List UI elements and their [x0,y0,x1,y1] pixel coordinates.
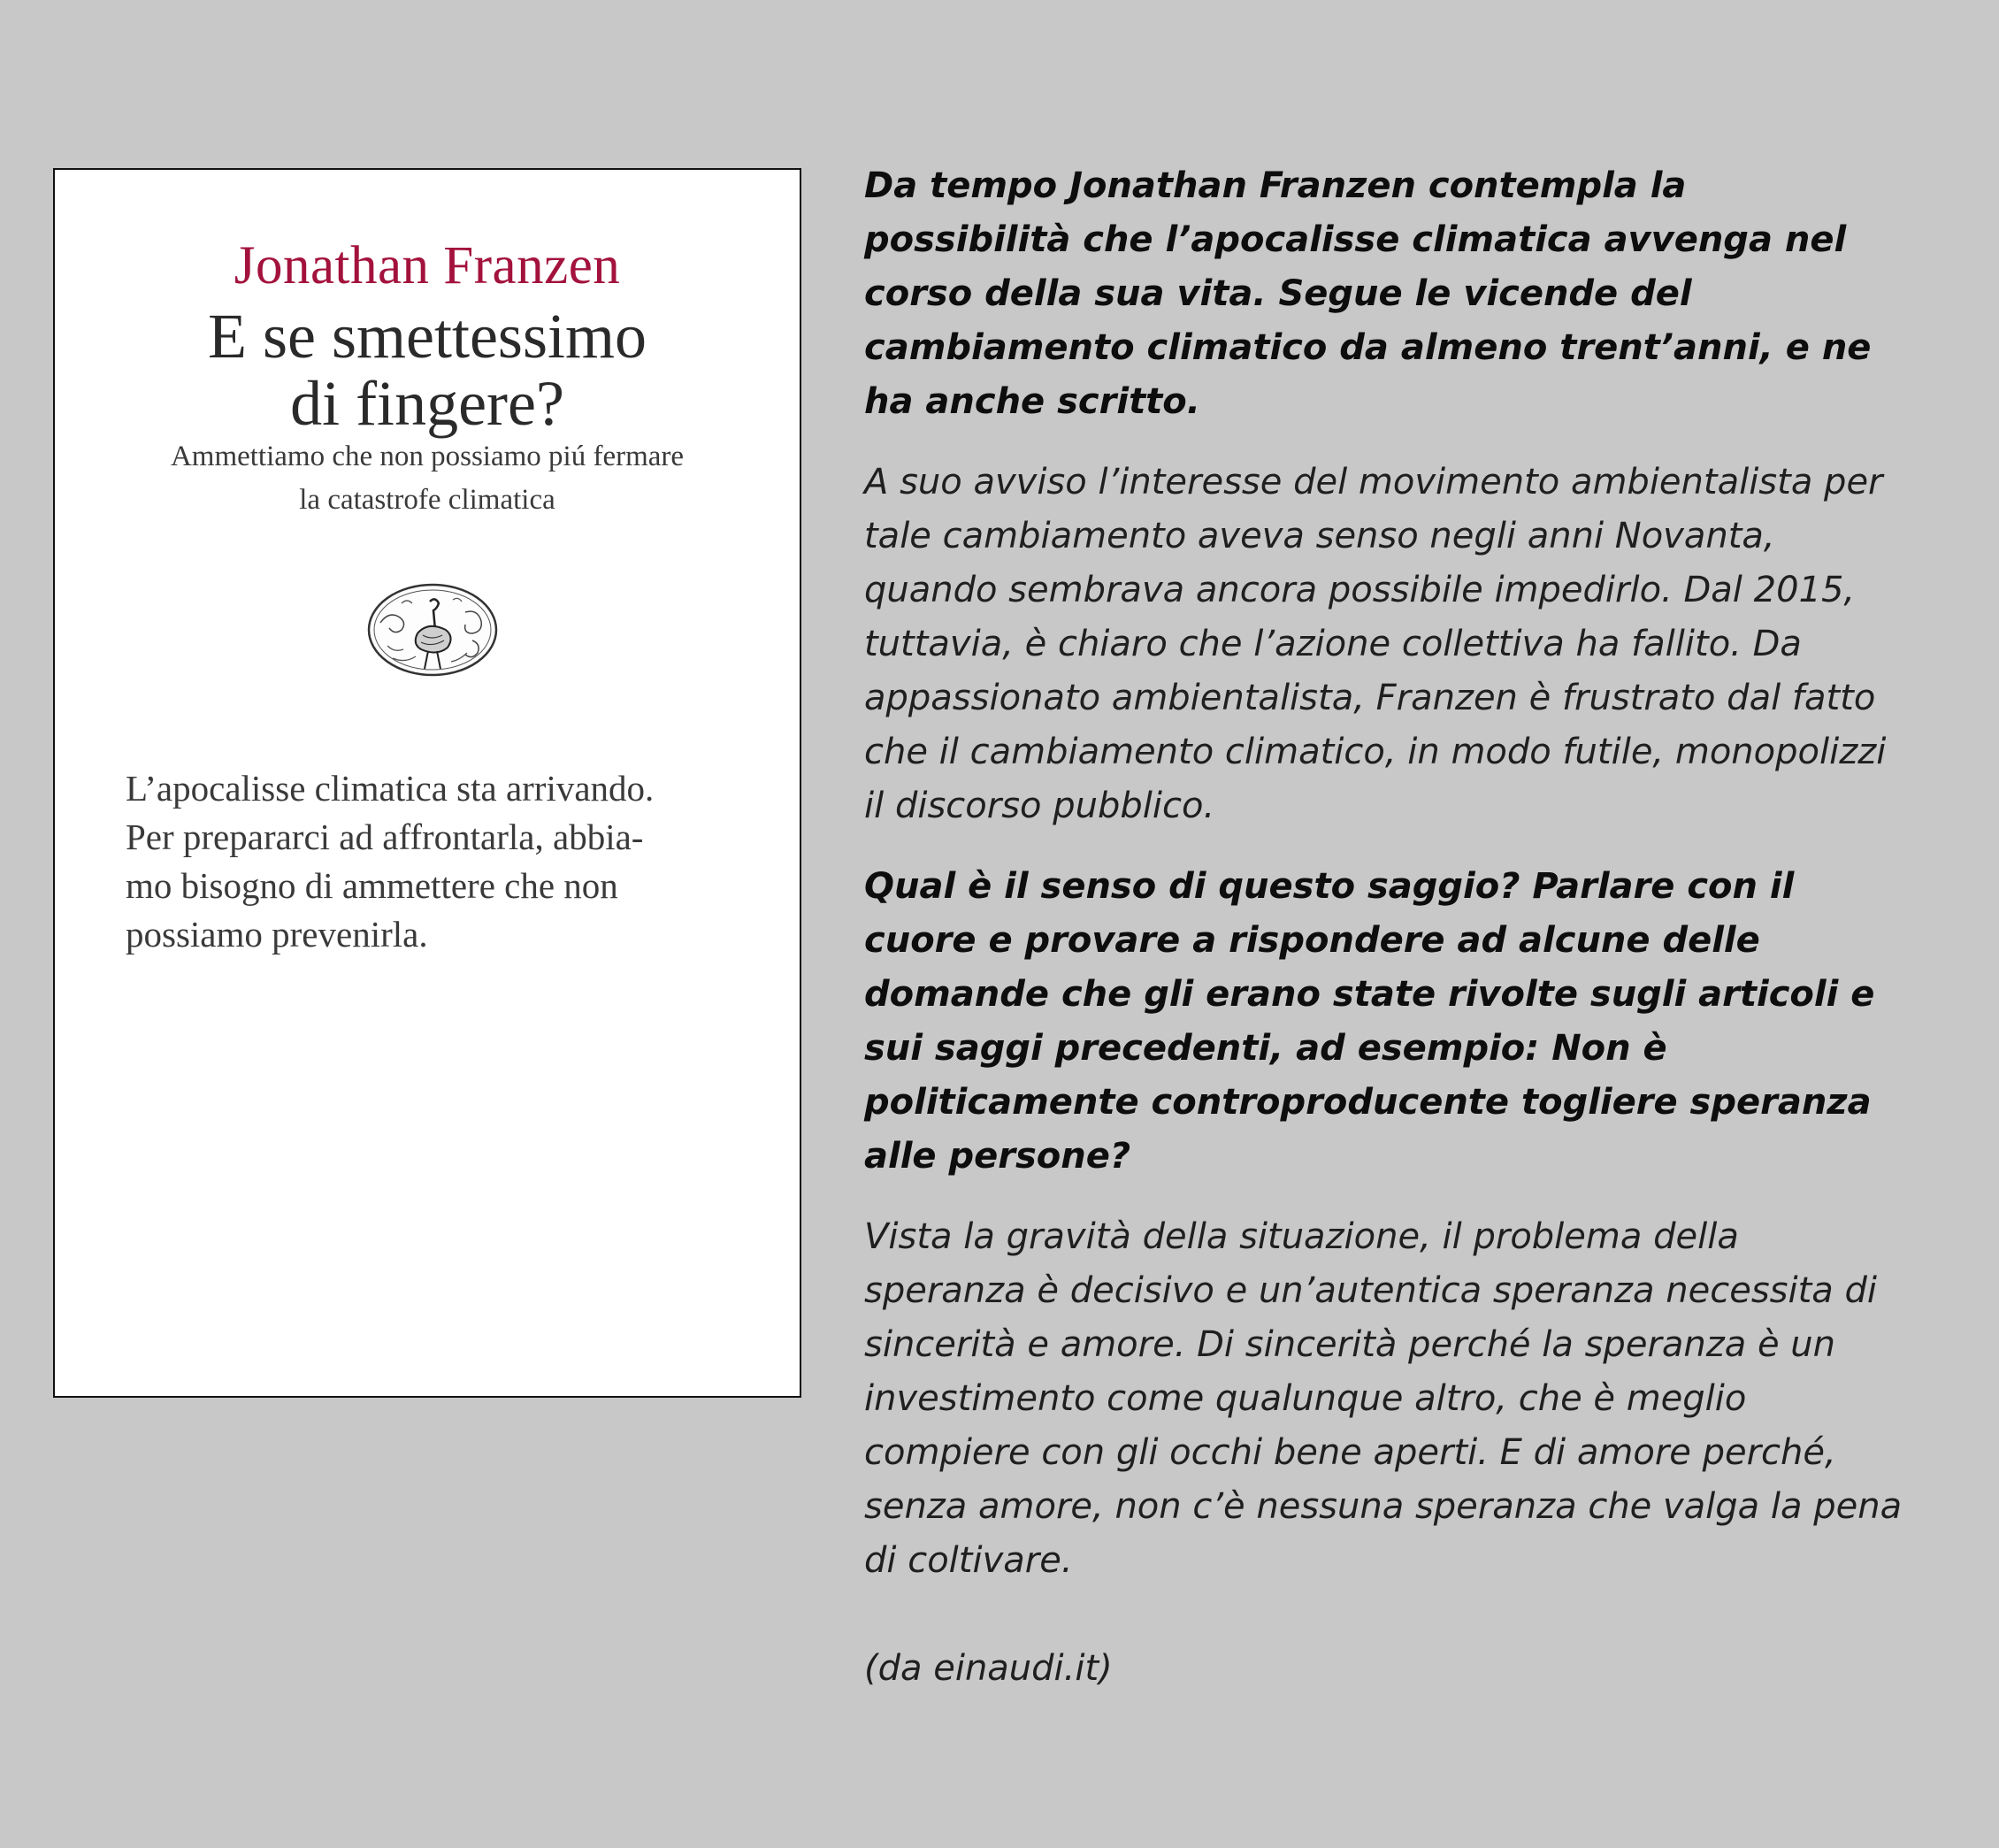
cover-blurb-line: L’apocalisse climatica sta arrivando. [126,768,655,809]
cover-blurb [126,764,762,959]
source-credit [864,1642,1979,1696]
text-line: alle persone? [864,1136,1131,1177]
description-paragraph-intro [864,159,1979,429]
cover-title-line: E se smettessimo [208,301,647,372]
cover-blurb-line: possiamo prevenirla. [126,914,428,955]
text-line: sincerità e amore. Di sincerità perché la speranza è un [864,1324,1835,1365]
book-cover [53,168,801,1398]
text-line: che il cambiamento climatico, in modo futile, monopolizzi [864,732,1887,772]
ostrich-seal-emblem-icon [366,582,499,678]
text-line: A suo avviso l’interesse del movimento ambientalista per [864,462,1883,502]
text-line: Vista la gravità della situazione, il problema della [864,1216,1739,1257]
text-line: politicamente controproducente togliere speranza [864,1082,1872,1123]
text-line: appassionato ambientalista, Franzen è frustrato dal fatto [864,678,1876,718]
description-paragraph-hope [864,1210,1979,1588]
text-line: Qual è il senso di questo saggio? Parlare con il [864,866,1795,907]
text-line: di coltivare. [864,1540,1073,1581]
text-line: domande che gli erano state rivolte sugli articoli e [864,974,1875,1015]
cover-title-line: di fingere? [290,368,564,439]
cover-blurb-line: mo bisogno di ammettere che non [126,865,618,906]
text-line: il discorso pubblico. [864,786,1215,826]
cover-blurb-line: Per prepararci ad affrontarla, abbia- [126,817,644,857]
cover-subtitle-line: Ammettiamo che non possiamo piú fermare [170,441,685,472]
cover-title [55,303,800,437]
text-line: possibilità che l’apocalisse climatica avvenga nel [864,219,1847,260]
text-line: Da tempo Jonathan Franzen contempla la [864,165,1687,206]
text-line: ha anche scritto. [864,381,1200,422]
description-paragraph-opinion [864,456,1979,833]
text-line: tuttavia, è chiaro che l’azione collettiva ha fallito. Da [864,624,1802,664]
text-line: investimento come qualunque altro, che è meglio [864,1378,1747,1419]
cover-subtitle-line: la catastrofe climatica [299,484,555,516]
text-line: cambiamento climatico da almeno trent’anni, e ne [864,327,1872,368]
cover-author: Jonathan Franzen [234,236,621,295]
description-paragraph-question [864,860,1979,1184]
text-line: tale cambiamento aveva senso negli anni Novanta, [864,516,1775,556]
text-line: compiere con gli occhi bene aperti. E di amore perché, [864,1432,1836,1473]
cover-subtitle [55,435,800,522]
text-line: corso della sua vita. Segue le vicende del [864,273,1692,314]
text-line: sui saggi precedenti, ad esempio: Non è [864,1028,1667,1069]
source-text: (da einaudi.it) [864,1648,1113,1689]
text-line: speranza è decisivo e un’autentica speranza necessita di [864,1270,1878,1311]
text-line: cuore e provare a rispondere ad alcune delle [864,920,1760,961]
book-description [864,159,1979,1696]
text-line: quando sembrava ancora possibile impedirlo. Dal 2015, [864,570,1856,610]
text-line: senza amore, non c’è nessuna speranza che valga la pena [864,1486,1903,1527]
